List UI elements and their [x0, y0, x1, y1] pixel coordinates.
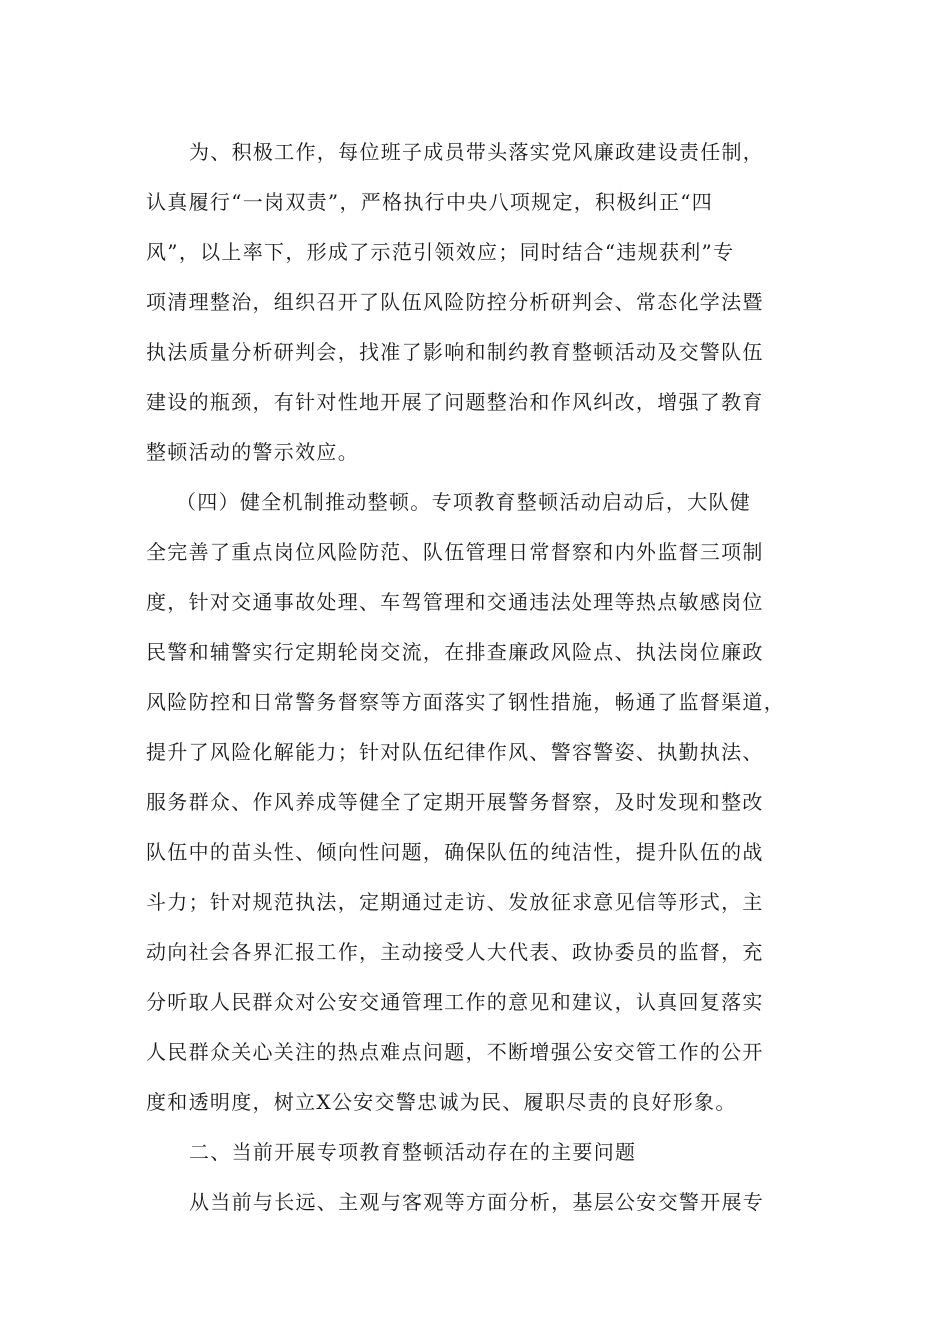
- text-line: 从当前与长远、主观与客观等方面分析，基层公安交警开展专: [189, 1190, 765, 1214]
- text-line: 服务群众、作风养成等健全了定期开展警务督察，及时发现和整改: [146, 790, 764, 814]
- text-line: 执法质量分析研判会，找准了影响和制约教育整顿活动及交警队伍: [146, 340, 764, 364]
- text-line: 度，针对交通事故处理、车驾管理和交通违法处理等热点敏感岗位: [146, 590, 764, 614]
- text-line: 动向社会各界汇报工作，主动接受人大代表、政协委员的监督，充: [146, 940, 764, 964]
- text-line: 为、积极工作，每位班子成员带头落实党风廉政建设责任制，: [189, 140, 765, 164]
- text-line: 分听取人民群众对公安交通管理工作的意见和建议，认真回复落实: [146, 990, 764, 1014]
- chapter-heading: 二、当前开展专项教育整顿活动存在的主要问题: [189, 1140, 637, 1164]
- text-line: 度和透明度，树立X公安交警忠诚为民、履职尽责的良好形象。: [146, 1090, 737, 1114]
- text-line: 整顿活动的警示效应。: [146, 440, 359, 464]
- text-line: 项清理整治，组织召开了队伍风险防控分析研判会、常态化学法暨: [146, 290, 764, 314]
- text-line: 人民群众关心关注的热点难点问题，不断增强公安交管工作的公开: [146, 1040, 764, 1064]
- text-line: 建设的瓶颈，有针对性地开展了问题整治和作风纠改，增强了教育: [146, 390, 764, 414]
- text-line: 风”，以上率下，形成了示范引领效应；同时结合“违规获利”专: [146, 240, 735, 264]
- text-line: 民警和辅警实行定期轮岗交流，在排查廉政风险点、执法岗位廉政: [146, 640, 764, 664]
- text-line: 全完善了重点岗位风险防范、队伍管理日常督察和内外监督三项制: [146, 540, 764, 564]
- text-line: 认真履行“一岗双责”，严格执行中央八项规定，积极纠正“四: [146, 190, 714, 214]
- section-heading: （四）健全机制推动整顿。专项教育整顿活动启动后，大队健: [176, 490, 752, 514]
- text-line: 斗力；针对规范执法，定期通过走访、发放征求意见信等形式，主: [146, 890, 764, 914]
- text-line: 队伍中的苗头性、倾向性问题，确保队伍的纯洁性，提升队伍的战: [146, 840, 764, 864]
- text-line: 风险防控和日常警务督察等方面落实了钢性措施，畅通了监督渠道，: [146, 690, 785, 714]
- text-line: 提升了风险化解能力；针对队伍纪律作风、警容警姿、执勤执法、: [146, 740, 764, 764]
